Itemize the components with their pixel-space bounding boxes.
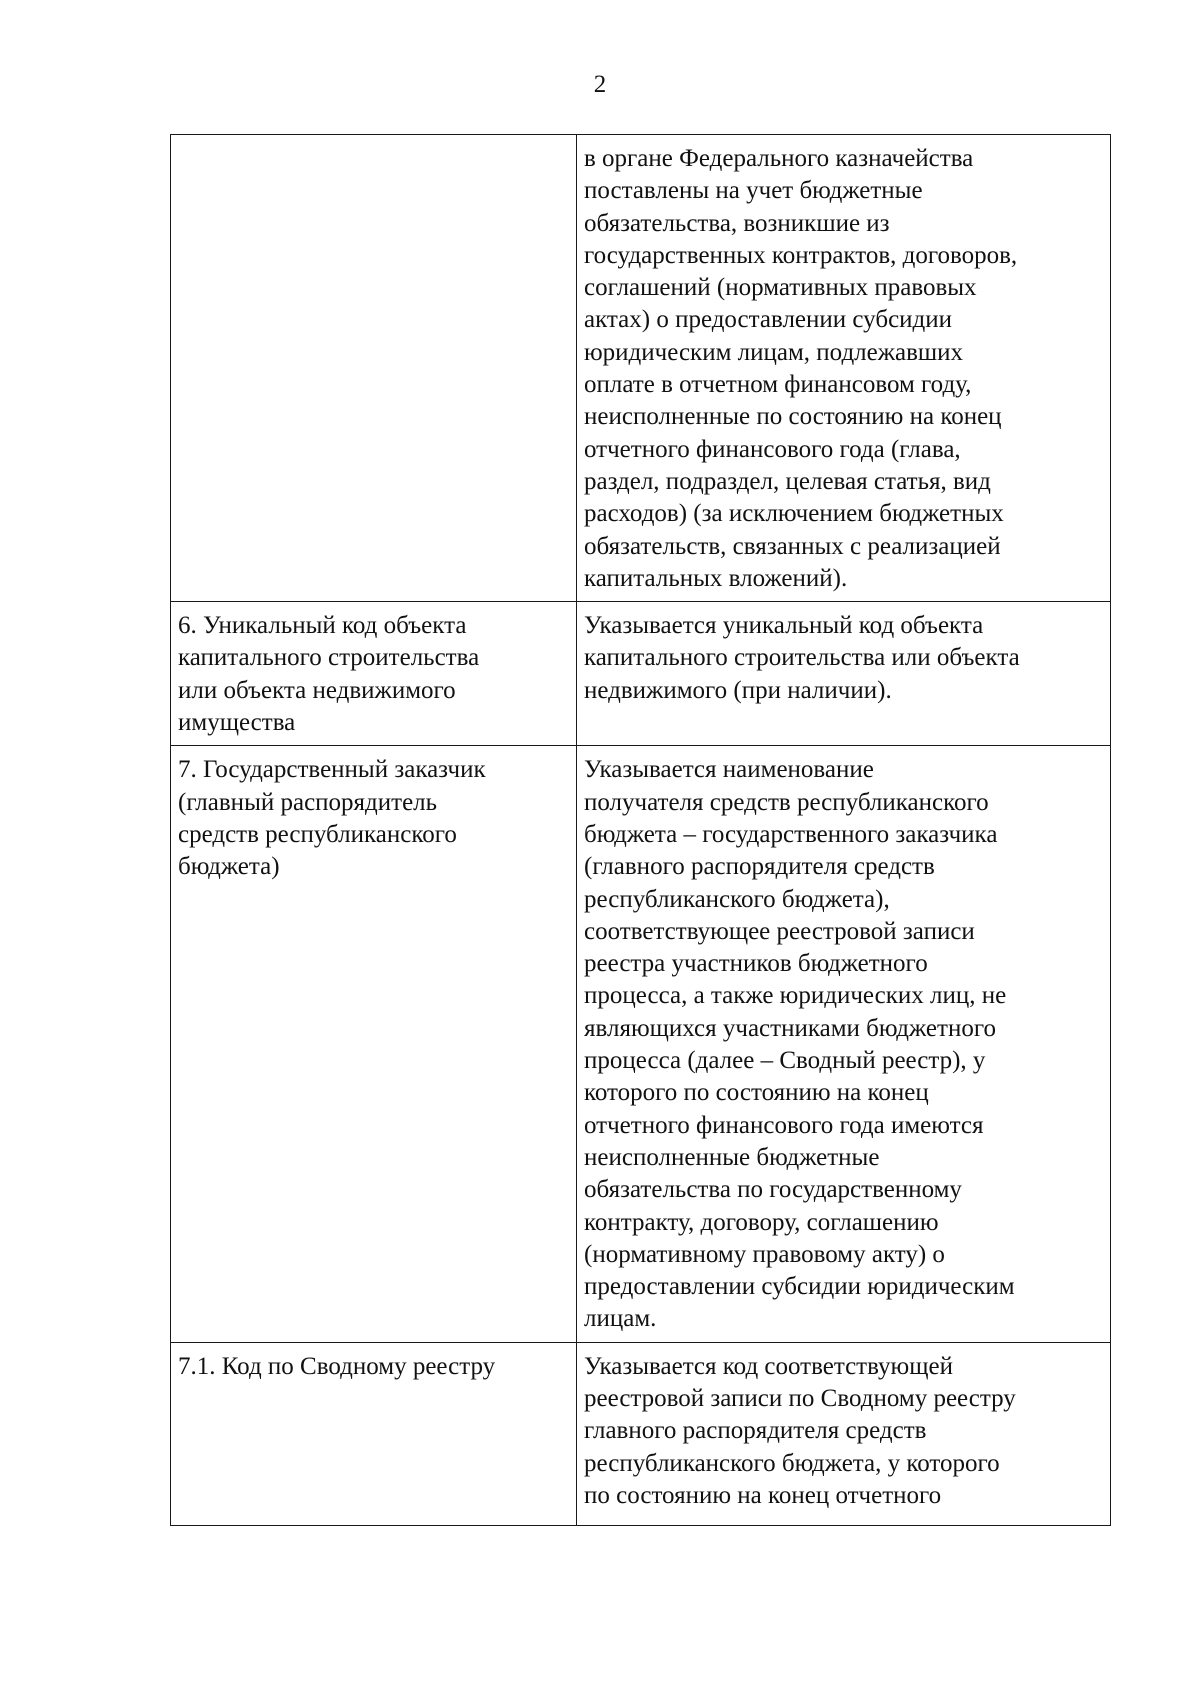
table-cell-right: Указывается уникальный код объекта капитального строительства или объекта недвижимого (при наличии). <box>577 602 1111 746</box>
table-cell-left <box>171 135 577 602</box>
table-cell-left: 7.1. Код по Сводному реестру <box>171 1342 577 1525</box>
table-row <box>171 135 1111 602</box>
page-number: 2 <box>593 71 607 98</box>
table-cell-right: в органе Федерального казначейства поставлены на учет бюджетные обязательства, возникшие из государственных контрактов, договоров, соглашений (нормативных правовых актах) о предоставлении субсидии юридическим лицам, подлежавших оплате в отчетном финансовом году, неисполненные по состоянию на конец отчетного финансового года (глава, раздел, подраздел, целевая статья, вид расходов) (за исключением бюджетных обязательств, связанных с реализацией капитальных вложений). <box>577 135 1111 602</box>
table-row <box>171 602 1111 746</box>
table-cell-right: Указывается наименование получателя средств республиканского бюджета – государственного заказчика (главного распорядителя средств республиканского бюджета), соответствующее реестровой записи реестра участников бюджетного процесса, а также юридических лиц, не являющихся участниками бюджетного процесса (далее – Сводный реестр), у которого по состоянию на конец отчетного финансового года имеются неисполненные бюджетные обязательства по государственному контракту, договору, соглашению (нормативному правовому акту) о предоставлении субсидии юридическим лицам. <box>577 746 1111 1342</box>
table-cell-left: 6. Уникальный код объекта капитального строительства или объекта недвижимого имущества <box>171 602 577 746</box>
table-row <box>171 746 1111 1342</box>
table-cell-left: 7. Государственный заказчик (главный распорядитель средств республиканского бюджета) <box>171 746 577 1342</box>
document-table <box>170 134 1111 1526</box>
table-row <box>171 1342 1111 1525</box>
table-cell-right: Указывается код соответствующей реестровой записи по Сводному реестру главного распорядителя средств республиканского бюджета, у которого по состоянию на конец отчетного <box>577 1342 1111 1525</box>
